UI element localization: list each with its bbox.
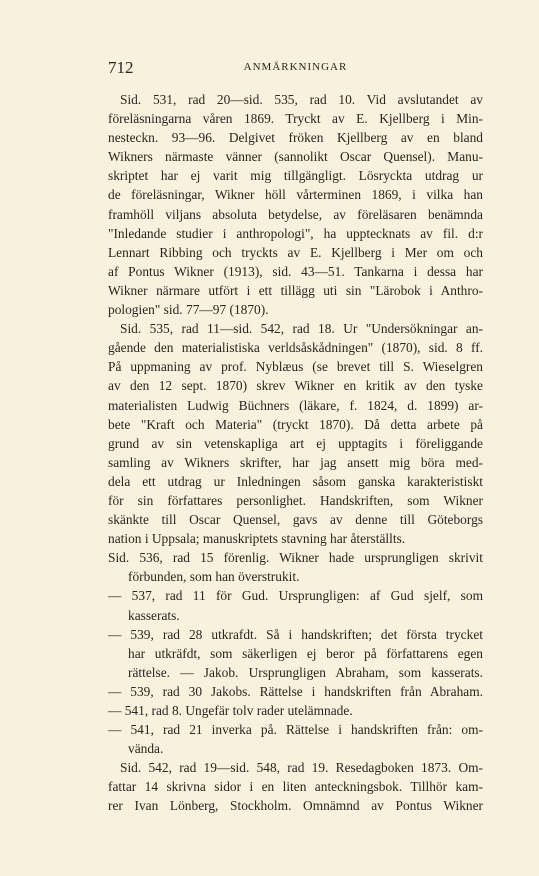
- text-line: samling av Wikners skrifter, har jag ansett mig böra med-: [108, 454, 483, 470]
- text-line: — 541, rad 21 inverka på. Rättelse i handskriften från: om-: [108, 722, 483, 738]
- text-line: rer Ivan Lönberg, Stockholm. Omnämnd av Pontus Wikner: [108, 798, 483, 814]
- text-line: Sid. 535, rad 11—sid. 542, rad 18. Ur "Undersökningar an-: [120, 321, 483, 337]
- text-line: kasserats.: [128, 607, 180, 623]
- text-line: Sid. 536, rad 15 förenlig. Wikner hade ursprungligen skrivit: [108, 550, 483, 566]
- text-line: rättelse. — Jakob. Ursprungligen Abraham, som kasserats.: [128, 664, 483, 680]
- text-line: dela ett utdrag ur Inledningen såsom ganska karakteristiskt: [108, 473, 483, 489]
- text-line: grund av sin vetenskapliga art ej upptagits i föreliggande: [108, 435, 483, 451]
- text-line: för sin författares personlighet. Handskriften, som Wikner: [108, 492, 483, 508]
- text-line: — 537, rad 11 för Gud. Ursprungligen: af Gud sjelf, som: [108, 588, 483, 604]
- text-line: — 539, rad 28 utkrafdt. Så i handskriften; det första trycket: [108, 626, 483, 642]
- page-header: [108, 58, 483, 82]
- text-line: pologien" sid. 77—97 (1870).: [108, 302, 269, 318]
- text-line: av den 12 sept. 1870) skrev Wikner en kritik av den tyske: [108, 378, 483, 394]
- text-line: På uppmaning av prof. Nyblæus (se brevet till S. Wieselgren: [108, 359, 483, 375]
- text-line: vända.: [128, 741, 164, 757]
- page-number: 712: [108, 58, 134, 77]
- text-line: nation i Uppsala; manuskriptets stavning har återställts.: [108, 531, 406, 547]
- text-line: Sid. 542, rad 19—sid. 548, rad 19. Resedagboken 1873. Om-: [120, 760, 483, 776]
- text-line: gående den materialistiska verldsåskådningen" (1870), sid. 8 ff.: [108, 340, 483, 356]
- text-line: skriptet har ej varit mig tillgängligt. Lösryckta utdrag ur: [108, 168, 483, 184]
- text-line: af Pontus Wikner (1913), sid. 43—51. Tankarna i dessa har: [108, 263, 483, 279]
- text-line: Wikners närmaste vänner (sannolikt Oscar Quensel). Manu-: [108, 149, 483, 165]
- running-title: ANMÄRKNINGAR: [243, 61, 348, 73]
- text-line: materialisten Ludwig Büchners (läkare, f. 1824, d. 1899) ar-: [108, 397, 483, 413]
- text-line: "Inledande studier i anthropologi", ha upptecknats av fil. d:r: [108, 225, 483, 241]
- text-line: fattar 14 skrivna sidor i en liten anteckningsbok. Tillhör kam-: [108, 779, 483, 795]
- text-line: föreläsningarna våren 1869. Tryckt av E. Kjellberg i Min-: [108, 111, 483, 127]
- text-line: — 539, rad 30 Jakobs. Rättelse i handskriften från Abraham.: [108, 683, 483, 699]
- text-line: — 541, rad 8. Ungefär tolv rader utelämnade.: [108, 703, 353, 718]
- text-line: nesteckn. 93—96. Delgivet fröken Kjellberg av en bland: [108, 130, 483, 146]
- text-line: har utkräfdt, som säkerligen ej beror på författarens egen: [128, 645, 483, 661]
- text-line: skänkte till Oscar Quensel, gavs av denne till Göteborgs: [108, 512, 483, 528]
- text-line: Wikner närmare utfört i ett tillägg uti sin "Lärobok i Anthro-: [108, 282, 483, 298]
- text-line: Lennart Ribbing och tryckts av E. Kjellberg i Mer om och: [108, 244, 483, 260]
- notes-body: [108, 90, 483, 816]
- text-line: framhöll viljans absoluta betydelse, av föreläsaren benämnda: [108, 206, 483, 222]
- text-line: Sid. 531, rad 20—sid. 535, rad 10. Vid avslutandet av: [120, 92, 483, 107]
- text-line: de föreläsningar, Wikner höll vårterminen 1869, i vilka han: [108, 187, 483, 203]
- text-line: bete "Kraft och Materia" (tryckt 1870). Då detta arbete på: [108, 416, 483, 432]
- text-line: förbunden, som han överstrukit.: [128, 569, 300, 585]
